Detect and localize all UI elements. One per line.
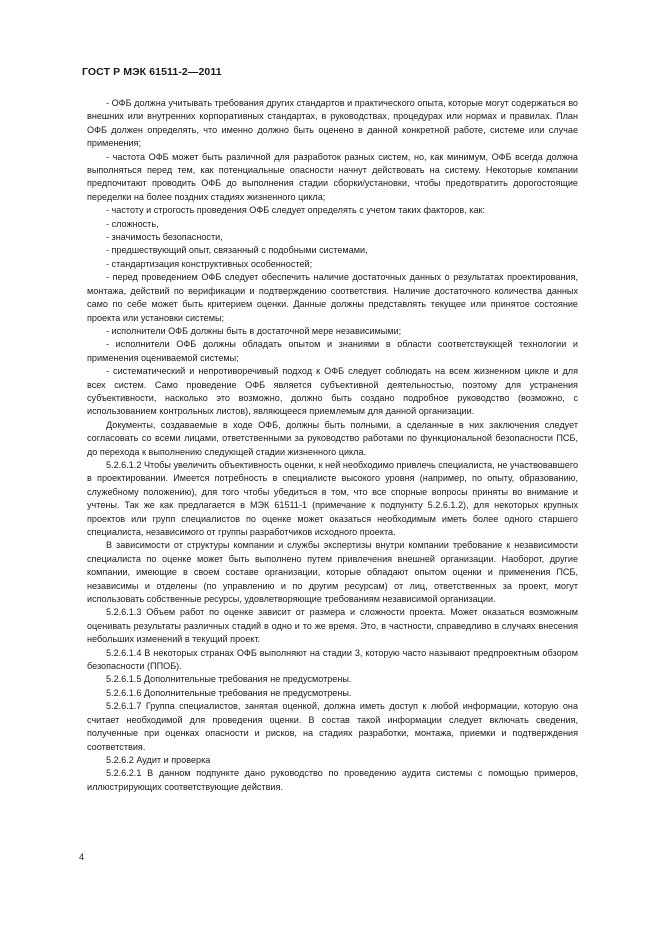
paragraph: В зависимости от структуры компании и службы экспертизы внутри компании требование к независимости специалиста по оценке может быть выполнено путем привлечения внешней организации. Наоборот, другие компании, имеющие в своем составе организации, которые обладают опытом оценки и применения ПСБ, независимы и отделены (по управлению и по другим ресурсам) от лиц, ответственных за проект, могут использовать собственные ресурсы, удовлетворяющие требованиям независимой организации. [87,540,578,605]
paragraph: 5.2.6.1.2 Чтобы увеличить объективность оценки, к ней необходимо привлечь специалиста, не участвовавшего в проектировании. Имеется потребность в специалисте высокого уровня (например, по опыту, образованию, служебному положению), для того чтобы убедиться в том, что все спорные вопросы приняты во внимание и учтены. Так же как предлагается в МЭК 61511-1 (примечание к подпункту 5.2.6.1.2), для некоторых крупных проектов или групп специалистов по оценке может оказаться необходимым иметь более одного старшего специалиста, независимого от группы разработчиков исходного проекта. [87,459,578,537]
paragraph: Документы, создаваемые в ходе ОФБ, должны быть полными, а сделанные в них заключения следует согласовать со всеми лицами, ответственными за руководство работами по функциональной безопасности ПСБ, до перехода к выполнению следующей стадии жизненного цикла. [87,419,578,457]
paragraph: 5.2.6.1.3 Объем работ по оценке зависит от размера и сложности проекта. Может оказаться возможным оценивать результаты различных стадий в одно и то же время. Это, в частности, справедливо в случаях внесения небольших изменений в текущий проект. [87,607,578,645]
paragraph: 5.2.6.1.6 Дополнительные требования не предусмотрены. [106,687,352,698]
paragraph: 5.2.6.1.7 Группа специалистов, занятая оценкой, должна иметь доступ к любой информации, которую она считает необходимой для проведения оценки. В состав такой информации следует включать сведения, полученные при оценках опасности и рисков, на стадиях разработки, монтажа, приемки и подтверждения соответствия. [87,701,578,752]
paragraph: 5.2.6.1.4 В некоторых странах ОФБ выполняют на стадии 3, которую часто называют предпроектным обзором безопасности (ППОБ). [87,647,578,672]
paragraph: - перед проведением ОФБ следует обеспечить наличие достаточных данных о результатах проектирования, монтажа, действий по верификации и подтверждению соответствия. Наличие достаточного количества данных само по себе может быть критерием оценки. Данные должны представлять текущее или принятое состояние проекта или установки системы; [87,272,578,323]
paragraph: - частота ОФБ может быть различной для разработок разных систем, но, как минимум, ОФБ всегда должна выполняться перед тем, как потенциальные опасности начнут действовать на систему. Некоторые компании предпочитают проводить ОФБ до выполнения стадии сборки/установки, чтобы предотвратить дорогостоящие переделки на более поздних стадиях жизненного цикла; [87,151,578,202]
paragraph: 5.2.6.2.1 В данном подпункте дано руководство по проведению аудита системы с помощью примеров, иллюстрирующих соответствующие действия. [87,768,578,792]
paragraph: 5.2.6.1.5 Дополнительные требования не предусмотрены. [106,674,352,685]
document-body [87,97,578,794]
paragraph: - предшествующий опыт, связанный с подобными системами, [106,245,368,256]
paragraph: - сложность, [106,218,159,229]
paragraph: - стандартизация конструктивных особенностей; [106,258,313,269]
paragraph: - исполнители ОФБ должны обладать опытом и знаниями в области соответствующей технологии и применения оцениваемой системы; [87,339,578,363]
document-header: ГОСТ Р МЭК 61511-2—2011 [82,66,222,78]
paragraph: - исполнители ОФБ должны быть в достаточной мере независимыми; [106,325,402,336]
page-number: 4 [79,852,85,862]
paragraph: - систематический и непротиворечивый подход к ОФБ следует соблюдать на всем жизненном цикле и для всех систем. Само проведение ОФБ является субъективной деятельностью, поэтому для устранения субъективности, насколько это возможно, должно быть создано подробное руководство (возможно, с использованием контрольных листов), являющееся приемлемым для данной организации. [87,366,578,417]
section-heading: 5.2.6.2 Аудит и проверка [106,754,211,765]
paragraph: - частоту и строгость проведения ОФБ следует определять с учетом таких факторов, как: [106,205,486,216]
paragraph: - значимость безопасности, [106,232,223,243]
paragraph: - ОФБ должна учитывать требования других стандартов и практического опыта, которые могут содержаться во внешних или внутренних корпоративных стандартах, в руководствах, процедурах или нормах и правилах. План ОФБ должен определять, что именно должно быть оценено в данной конкретной работе, системе или случае применения; [87,98,578,149]
